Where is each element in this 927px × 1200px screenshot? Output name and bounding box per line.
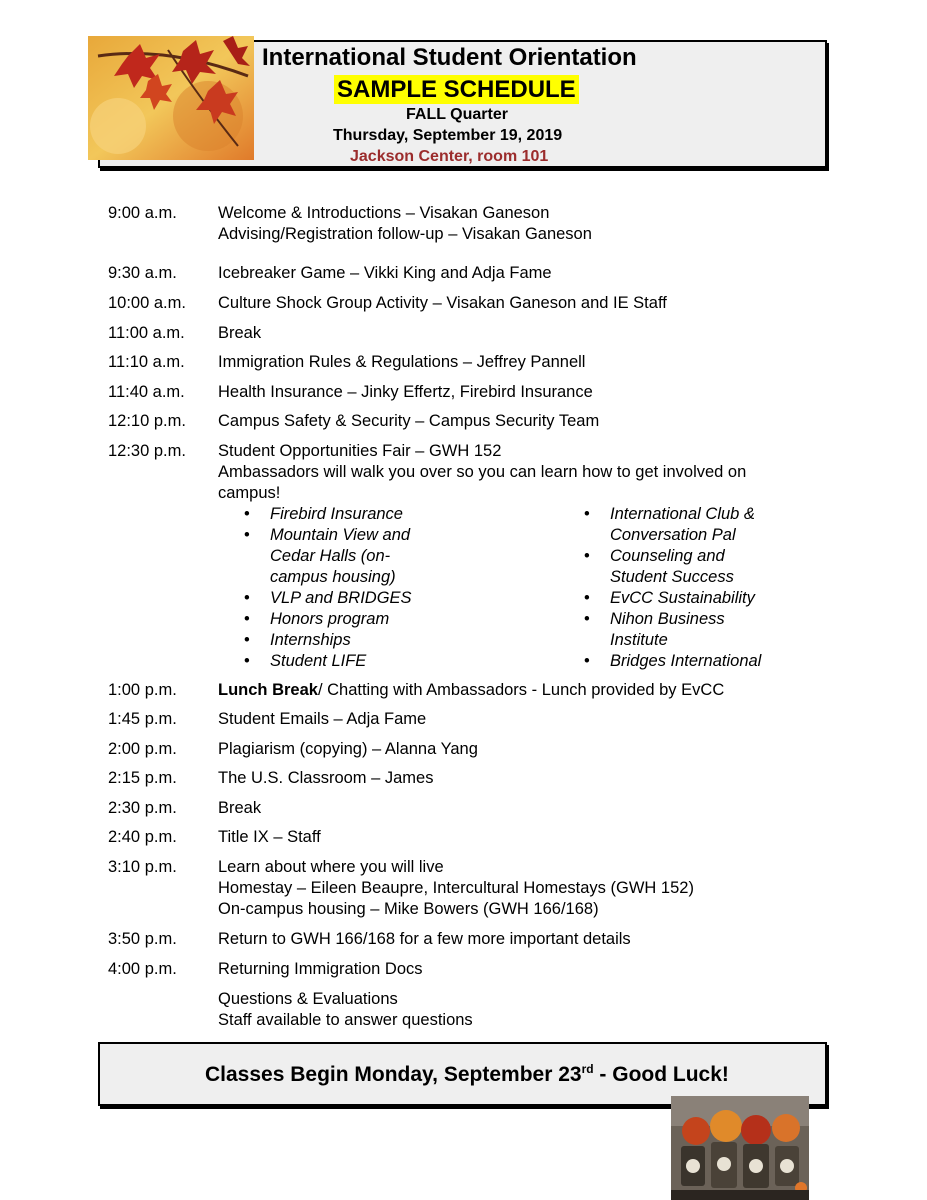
- line: Student Emails – Adja Fame: [218, 710, 427, 728]
- line: Student Opportunities Fair – GWH 152: [218, 441, 502, 460]
- fair-booth-list: [218, 504, 828, 672]
- schedule-row: [108, 929, 828, 959]
- schedule-row: [108, 323, 828, 353]
- time: 12:10 p.m.: [108, 412, 186, 430]
- classes-begin-banner: [205, 1062, 729, 1087]
- event-location: Jackson Center, room 101: [350, 148, 549, 165]
- bold-text: Lunch Break: [218, 680, 318, 699]
- time: 2:15 p.m.: [108, 769, 177, 787]
- list-item: • Nihon Business Institute: [584, 609, 770, 651]
- line: Icebreaker Game – Vikki King and Adja Fame: [218, 264, 552, 282]
- line: Questions & Evaluations: [218, 989, 398, 1008]
- schedule-row: [108, 798, 828, 828]
- list-item: • Bridges International: [584, 651, 784, 672]
- line: Title IX – Staff: [218, 828, 321, 846]
- time: 2:30 p.m.: [108, 798, 177, 817]
- schedule-row: [108, 739, 828, 769]
- schedule-row: [108, 293, 828, 323]
- footer-text-end: - Good Luck!: [593, 1063, 729, 1086]
- time: 3:50 p.m.: [108, 929, 177, 948]
- time: 1:45 p.m.: [108, 710, 177, 728]
- line: Staff available to answer questions: [218, 1010, 473, 1029]
- schedule-row: [108, 352, 828, 382]
- page-title: International Student Orientation: [262, 44, 637, 71]
- event-date: Thursday, September 19, 2019: [333, 127, 563, 144]
- line: Return to GWH 166/168 for a few more important details: [218, 929, 631, 948]
- schedule-row: [108, 959, 828, 989]
- schedule-row: [108, 382, 828, 412]
- line: Immigration Rules & Regulations – Jeffrey Pannell: [218, 353, 586, 371]
- time: [108, 989, 218, 1031]
- schedule-row: [108, 857, 828, 929]
- time: 10:00 a.m.: [108, 294, 186, 312]
- list-item: • Student LIFE: [244, 651, 584, 672]
- time: 2:40 p.m.: [108, 828, 177, 846]
- line: Advising/Registration follow-up – Visakan Ganeson: [218, 225, 592, 243]
- autumn-leaves-photo: [88, 36, 254, 160]
- line: Health Insurance – Jinky Effertz, Firebird Insurance: [218, 382, 593, 401]
- line: Returning Immigration Docs: [218, 959, 423, 978]
- line: Homestay – Eileen Beaupre, Intercultural Homestays (GWH 152): [218, 878, 694, 897]
- list-item: • Firebird Insurance: [244, 504, 584, 525]
- schedule-row: [108, 989, 828, 1031]
- line: Culture Shock Group Activity – Visakan Ganeson and IE Staff: [218, 294, 667, 312]
- list-item: • EvCC Sustainability: [584, 588, 784, 609]
- time: 2:00 p.m.: [108, 739, 177, 758]
- schedule-row: [108, 709, 828, 739]
- fall-mason-jars-photo: [671, 1096, 809, 1200]
- quarter-label: FALL Quarter: [406, 106, 508, 123]
- line: Plagiarism (copying) – Alanna Yang: [218, 739, 478, 758]
- line: Campus Safety & Security – Campus Security Team: [218, 412, 600, 430]
- time: 11:00 a.m.: [108, 323, 185, 342]
- time: 11:40 a.m.: [108, 382, 185, 401]
- line: / Chatting with Ambassadors - Lunch provided by EvCC: [317, 680, 725, 699]
- list-item: • International Club & Conversation Pal: [584, 504, 790, 546]
- list-item: • Mountain View and Cedar Halls (on-campus housing): [244, 525, 440, 588]
- time: 11:10 a.m.: [108, 353, 185, 371]
- time: 1:00 p.m.: [108, 680, 177, 699]
- time: 9:30 a.m.: [108, 264, 177, 282]
- line: The U.S. Classroom – James: [218, 769, 434, 787]
- fair-list-right: [584, 504, 784, 672]
- sample-schedule-heading: SAMPLE SCHEDULE: [334, 75, 579, 104]
- fair-list-left: [216, 504, 584, 672]
- time: 9:00 a.m.: [108, 204, 177, 222]
- schedule-row: [108, 768, 828, 798]
- line: Break: [218, 323, 262, 342]
- schedule-row: [108, 827, 828, 857]
- schedule-row: [108, 203, 828, 243]
- time: 4:00 p.m.: [108, 959, 177, 978]
- schedule: [108, 203, 828, 1031]
- description: [218, 203, 828, 243]
- line: campus!: [218, 483, 281, 502]
- schedule-row: [108, 441, 828, 672]
- list-item: • Honors program: [244, 609, 584, 630]
- footer-superscript: rd: [581, 1062, 594, 1076]
- list-item: • Internships: [244, 630, 584, 651]
- line: On-campus housing – Mike Bowers (GWH 166/168): [218, 899, 599, 918]
- schedule-row: [108, 411, 828, 441]
- list-item: • Counseling and Student Success: [584, 546, 770, 588]
- schedule-row: [108, 680, 828, 710]
- schedule-row: [108, 263, 828, 293]
- line: Learn about where you will live: [218, 857, 444, 876]
- line: Welcome & Introductions – Visakan Ganeson: [218, 204, 550, 222]
- list-item: • VLP and BRIDGES: [244, 588, 584, 609]
- line: Break: [218, 798, 262, 817]
- time: 12:30 p.m.: [108, 441, 186, 460]
- line: Ambassadors will walk you over so you can learn how to get involved on: [218, 462, 747, 481]
- time: 3:10 p.m.: [108, 857, 177, 876]
- footer-text: Classes Begin Monday, September 23: [205, 1063, 582, 1086]
